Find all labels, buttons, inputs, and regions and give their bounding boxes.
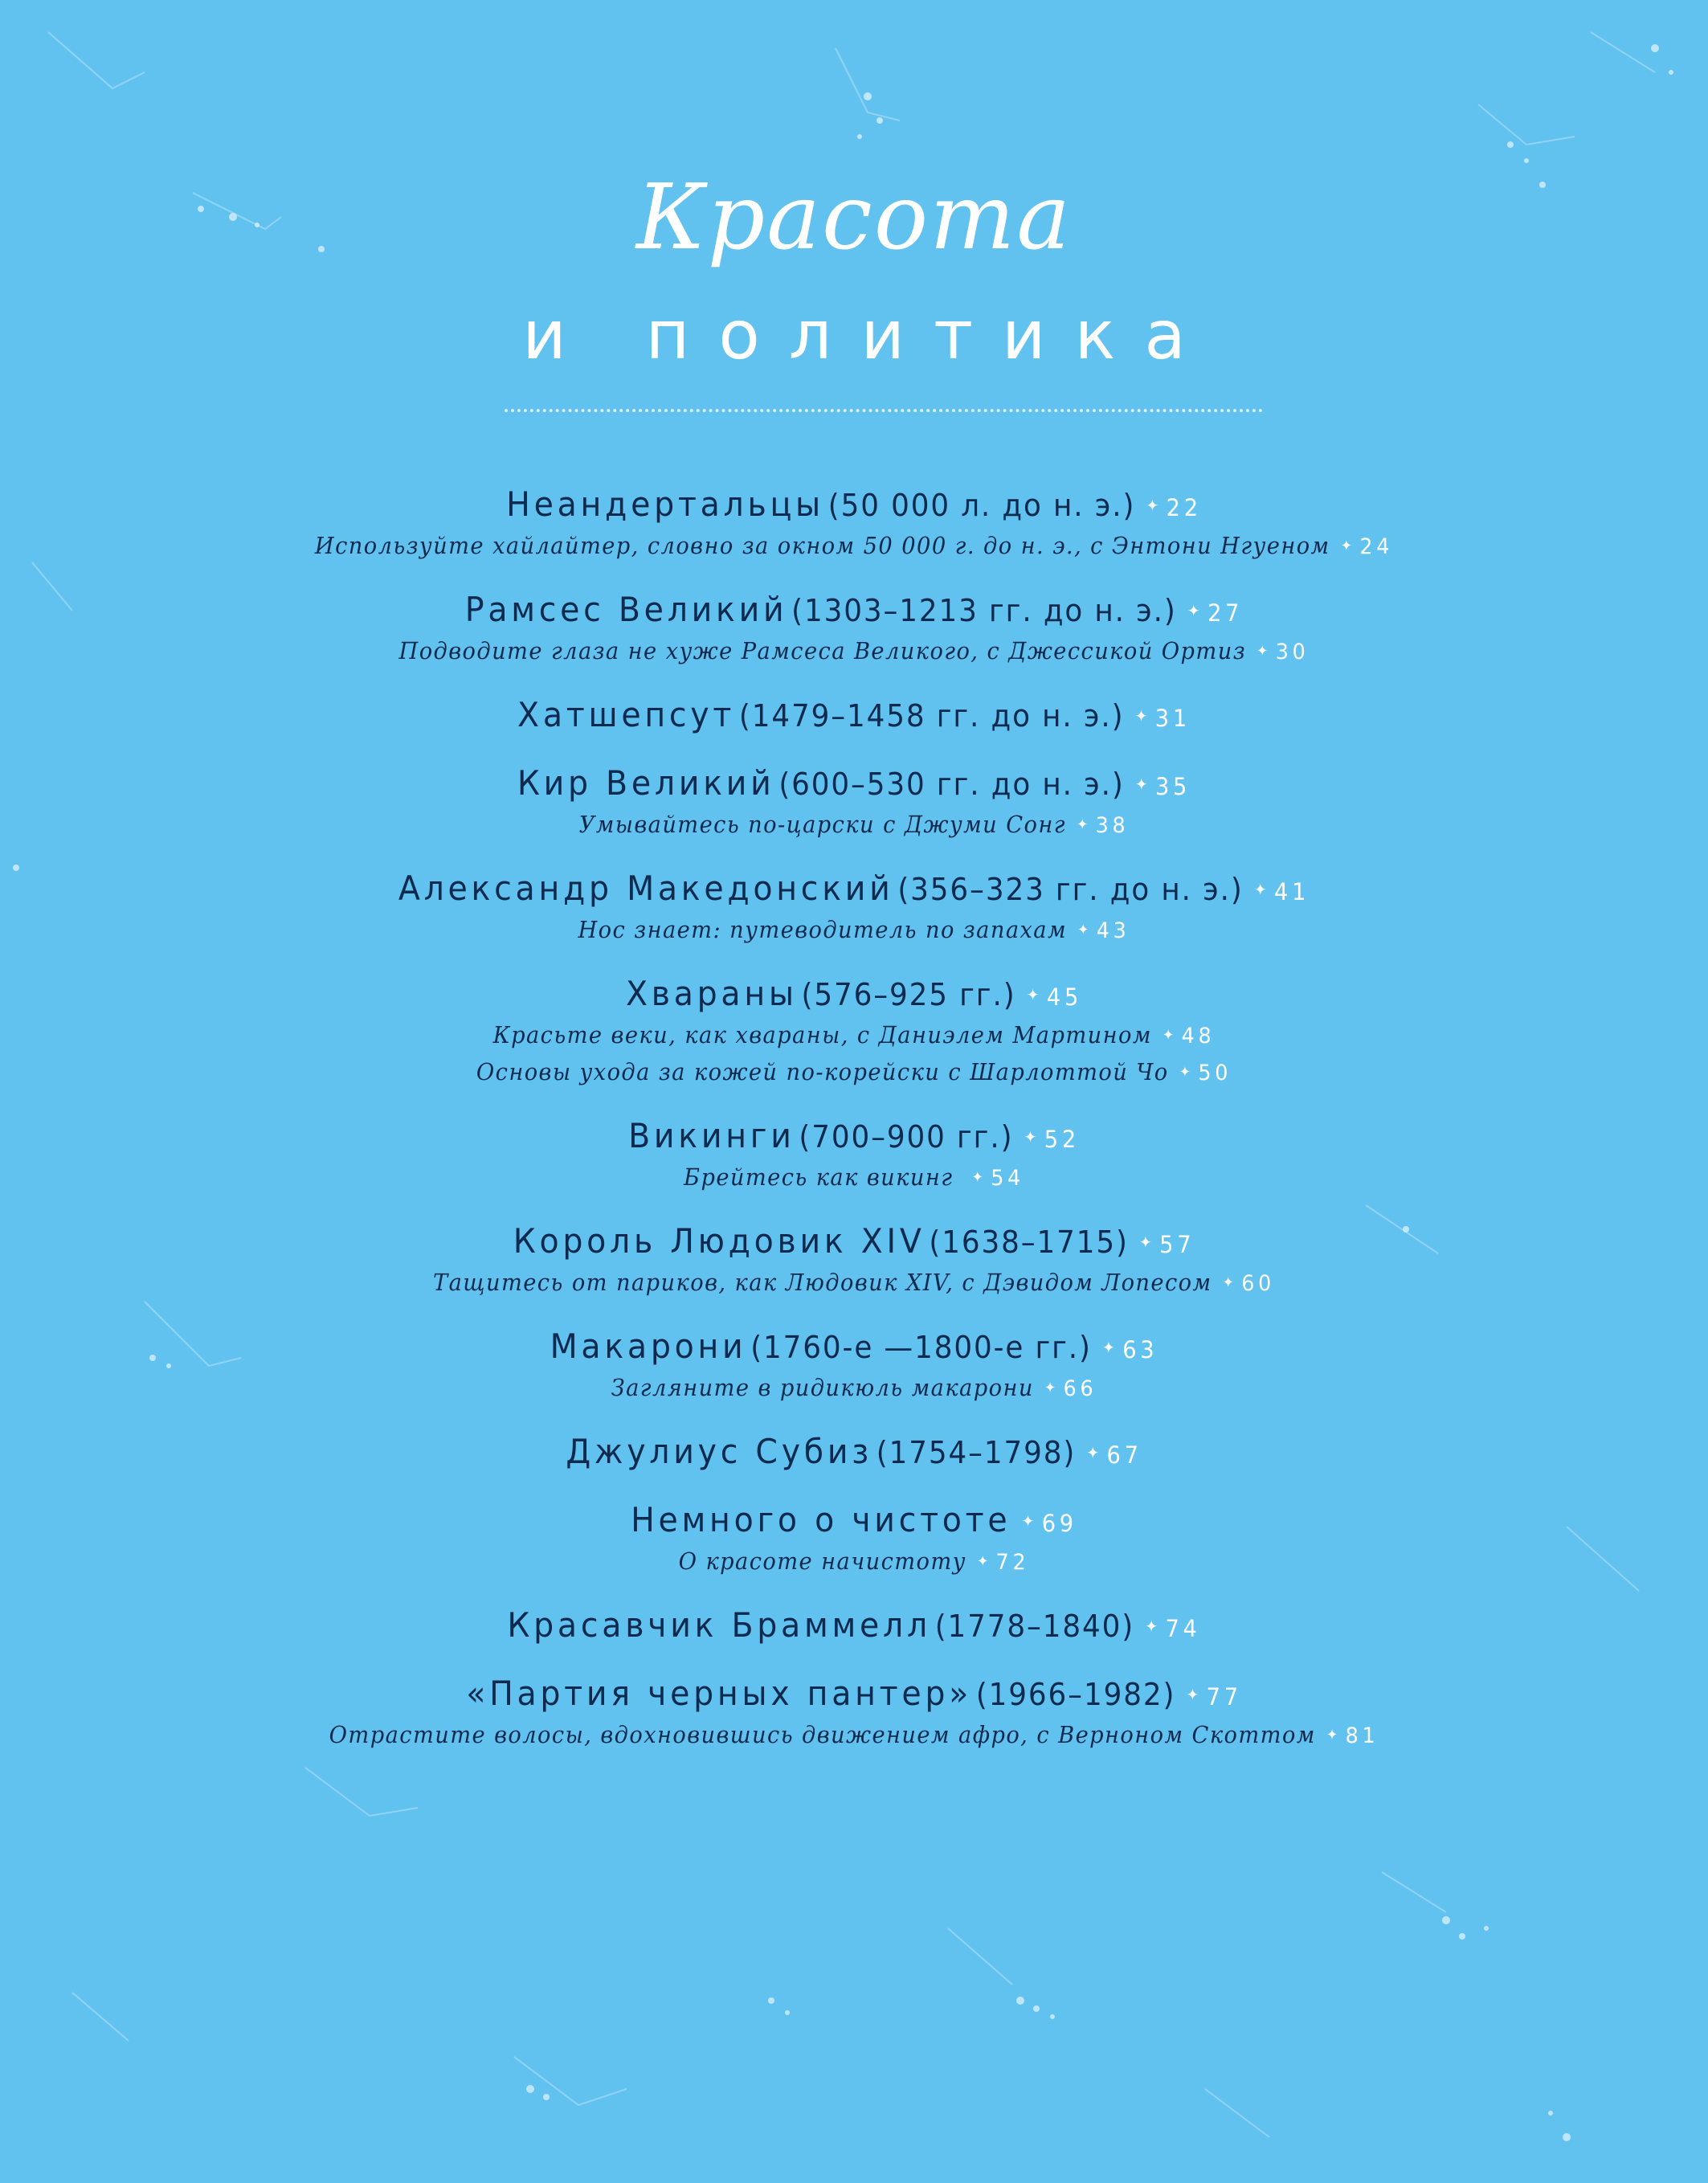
entry-page-number: 31 <box>1154 705 1191 732</box>
entry-dates: (600–530 гг. до н. э.) <box>778 767 1125 802</box>
contents-entry <box>0 1603 1708 1648</box>
four-point-star-icon: ✦ <box>1186 1685 1199 1704</box>
subentry-line[interactable] <box>51 1159 1657 1196</box>
subentry-line[interactable] <box>51 1016 1657 1053</box>
subentry-page-number: 30 <box>1275 640 1310 664</box>
entry-heading-line[interactable] <box>51 971 1657 1016</box>
subentry-page-number: 66 <box>1063 1376 1097 1401</box>
subentry-title: Нос знает: путеводитель по запахам <box>578 916 1068 943</box>
entry-title: «Партия черных пантер» <box>466 1674 973 1713</box>
entry-page-number: 57 <box>1159 1231 1195 1258</box>
four-point-star-icon: ✦ <box>1138 1233 1152 1252</box>
four-point-star-icon: ✦ <box>1077 816 1089 833</box>
contents-entry <box>0 1429 1708 1474</box>
contents-entry <box>0 482 1708 564</box>
entry-title: Неандертальцы <box>506 484 824 524</box>
entry-heading-line[interactable] <box>51 482 1657 527</box>
four-point-star-icon: ✦ <box>1145 1617 1158 1636</box>
subentry-title: Используйте хайлайтер, словно за окном 50 000 г. до н. э., с Энтони Нгуеном <box>314 532 1330 559</box>
four-point-star-icon: ✦ <box>1026 985 1040 1004</box>
entry-title: Красавчик Браммелл <box>507 1605 931 1645</box>
entry-title: Король Людовик XIV <box>513 1221 926 1261</box>
entry-page-number: 52 <box>1044 1126 1080 1153</box>
entry-page-number: 22 <box>1166 494 1202 521</box>
subentry-page-number: 48 <box>1181 1024 1216 1049</box>
section-title-caps <box>0 296 1708 374</box>
four-point-star-icon: ✦ <box>1044 1380 1056 1396</box>
subentry-title: Подводите глаза не хуже Рамсеса Великого, с Джессикой Ортиз <box>398 637 1246 664</box>
four-point-star-icon: ✦ <box>1179 1064 1191 1081</box>
entry-title: Александр Македонский <box>398 869 894 908</box>
entry-page-number: 67 <box>1106 1441 1142 1469</box>
four-point-star-icon: ✦ <box>1253 880 1267 899</box>
entry-page-number: 63 <box>1122 1336 1158 1363</box>
four-point-star-icon: ✦ <box>977 1553 989 1570</box>
entry-title: Немного о чистоте <box>631 1500 1011 1539</box>
four-point-star-icon: ✦ <box>1222 1274 1234 1291</box>
subentry-page-number: 81 <box>1345 1723 1379 1748</box>
subentry-title: Загляните в ридикюль макарони <box>611 1374 1034 1401</box>
entry-dates: (1760-е —1800-е гг.) <box>750 1330 1092 1365</box>
section-title-script: Красота <box>635 166 1073 270</box>
subentry-title: Основы ухода за кожей по-корейски с Шарлоттой Чо <box>476 1058 1169 1085</box>
entry-title: Викинги <box>628 1116 795 1155</box>
subentry-page-number: 72 <box>995 1550 1030 1575</box>
subentry-title: О красоте начистоту <box>678 1547 966 1575</box>
entry-page-number: 45 <box>1046 983 1083 1011</box>
contents-entry <box>0 1671 1708 1753</box>
entry-dates: (1966–1982) <box>975 1677 1176 1712</box>
subentry-line[interactable] <box>51 1543 1657 1580</box>
four-point-star-icon: ✦ <box>1340 538 1352 554</box>
four-point-star-icon: ✦ <box>1102 1338 1115 1357</box>
entry-dates: (1303–1213 гг. до н. э.) <box>791 593 1177 628</box>
entry-page-number: 74 <box>1165 1615 1201 1642</box>
contents-list <box>0 482 1708 1776</box>
subentry-page-number: 54 <box>991 1166 1025 1191</box>
four-point-star-icon: ✦ <box>1163 1027 1175 1044</box>
four-point-star-icon: ✦ <box>1086 1443 1100 1462</box>
entry-title: Рамсес Великий <box>464 590 788 629</box>
subentry-title: Брейтесь как викинг <box>683 1163 962 1191</box>
contents-entry <box>0 866 1708 948</box>
subentry-title: Отрастите волосы, вдохновившись движением афро, с Верноном Скоттом <box>329 1721 1316 1748</box>
entry-dates: (1778–1840) <box>934 1609 1135 1644</box>
entry-heading-line[interactable] <box>51 1603 1657 1648</box>
four-point-star-icon: ✦ <box>971 1169 983 1186</box>
entry-title: Хатшепсут <box>517 695 736 734</box>
entry-dates: (356–323 гг. до н. э.) <box>897 872 1244 907</box>
entry-dates: (1479–1458 гг. до н. э.) <box>738 698 1125 734</box>
contents-entry <box>0 587 1708 669</box>
subentry-line[interactable] <box>51 1716 1657 1753</box>
contents-entry <box>0 693 1708 738</box>
entry-dates: (700–900 гг.) <box>799 1119 1014 1155</box>
subentry-page-number: 43 <box>1096 918 1130 943</box>
entry-page-number: 41 <box>1274 878 1310 905</box>
entry-title: Хвараны <box>625 974 798 1013</box>
subentry-page-number: 50 <box>1198 1061 1232 1085</box>
subentry-title: Тащитесь от париков, как Людовик XIV, с Дэвидом Лопесом <box>432 1269 1212 1296</box>
four-point-star-icon: ✦ <box>1326 1727 1338 1744</box>
entry-heading-line[interactable] <box>51 1498 1657 1543</box>
four-point-star-icon: ✦ <box>1077 922 1089 938</box>
entry-heading-line[interactable] <box>51 1324 1657 1369</box>
subentry-line[interactable] <box>51 1369 1657 1406</box>
entry-dates: (1754–1798) <box>876 1435 1077 1470</box>
subentry-line[interactable] <box>51 1053 1657 1090</box>
entry-title: Кир Великий <box>517 763 775 803</box>
subentry-page-number: 38 <box>1095 813 1130 838</box>
entry-heading-line[interactable] <box>51 1671 1657 1716</box>
entry-page-number: 35 <box>1155 773 1191 800</box>
entry-heading-line[interactable] <box>51 761 1657 806</box>
section-title-caps-text: и политика <box>522 296 1215 374</box>
entry-title: Джулиус Субиз <box>566 1432 872 1471</box>
four-point-star-icon: ✦ <box>1146 496 1159 515</box>
subentry-title: Умывайтесь по-царски с Джуми Сонг <box>578 811 1066 838</box>
entry-dates: (576–925 гг.) <box>801 977 1016 1012</box>
entry-heading-line[interactable] <box>51 1219 1657 1264</box>
entry-heading-line[interactable] <box>51 866 1657 911</box>
entry-page-number: 69 <box>1041 1510 1077 1537</box>
four-point-star-icon: ✦ <box>1256 643 1269 660</box>
four-point-star-icon: ✦ <box>1187 601 1200 620</box>
subentry-line[interactable] <box>51 1264 1657 1301</box>
contents-entry <box>0 1114 1708 1196</box>
entry-heading-line[interactable] <box>51 587 1657 632</box>
subentry-page-number: 24 <box>1359 534 1394 559</box>
entry-title: Макарони <box>550 1327 747 1366</box>
contents-entry <box>0 1324 1708 1406</box>
contents-entry <box>0 1219 1708 1301</box>
entry-heading-line[interactable] <box>51 693 1657 738</box>
four-point-star-icon: ✦ <box>1024 1127 1037 1147</box>
contents-entry <box>0 1498 1708 1580</box>
contents-entry <box>0 761 1708 843</box>
four-point-star-icon: ✦ <box>1021 1511 1035 1531</box>
subentry-line[interactable] <box>51 527 1657 564</box>
entry-heading-line[interactable] <box>51 1114 1657 1159</box>
contents-entry <box>0 971 1708 1090</box>
entry-page-number: 27 <box>1207 599 1244 627</box>
dotted-divider <box>505 409 1263 412</box>
subentry-line[interactable] <box>51 911 1657 948</box>
four-point-star-icon: ✦ <box>1134 706 1148 726</box>
subentry-page-number: 60 <box>1241 1271 1276 1296</box>
entry-dates: (1638–1715) <box>929 1224 1129 1260</box>
subentry-line[interactable] <box>51 632 1657 669</box>
entry-page-number: 77 <box>1206 1683 1242 1711</box>
entry-dates: (50 000 л. до н. э.) <box>827 488 1136 523</box>
four-point-star-icon: ✦ <box>1134 775 1148 794</box>
subentry-title: Красьте веки, как хвараны, с Даниэлем Мартином <box>492 1021 1152 1049</box>
subentry-line[interactable] <box>51 806 1657 843</box>
entry-heading-line[interactable] <box>51 1429 1657 1474</box>
